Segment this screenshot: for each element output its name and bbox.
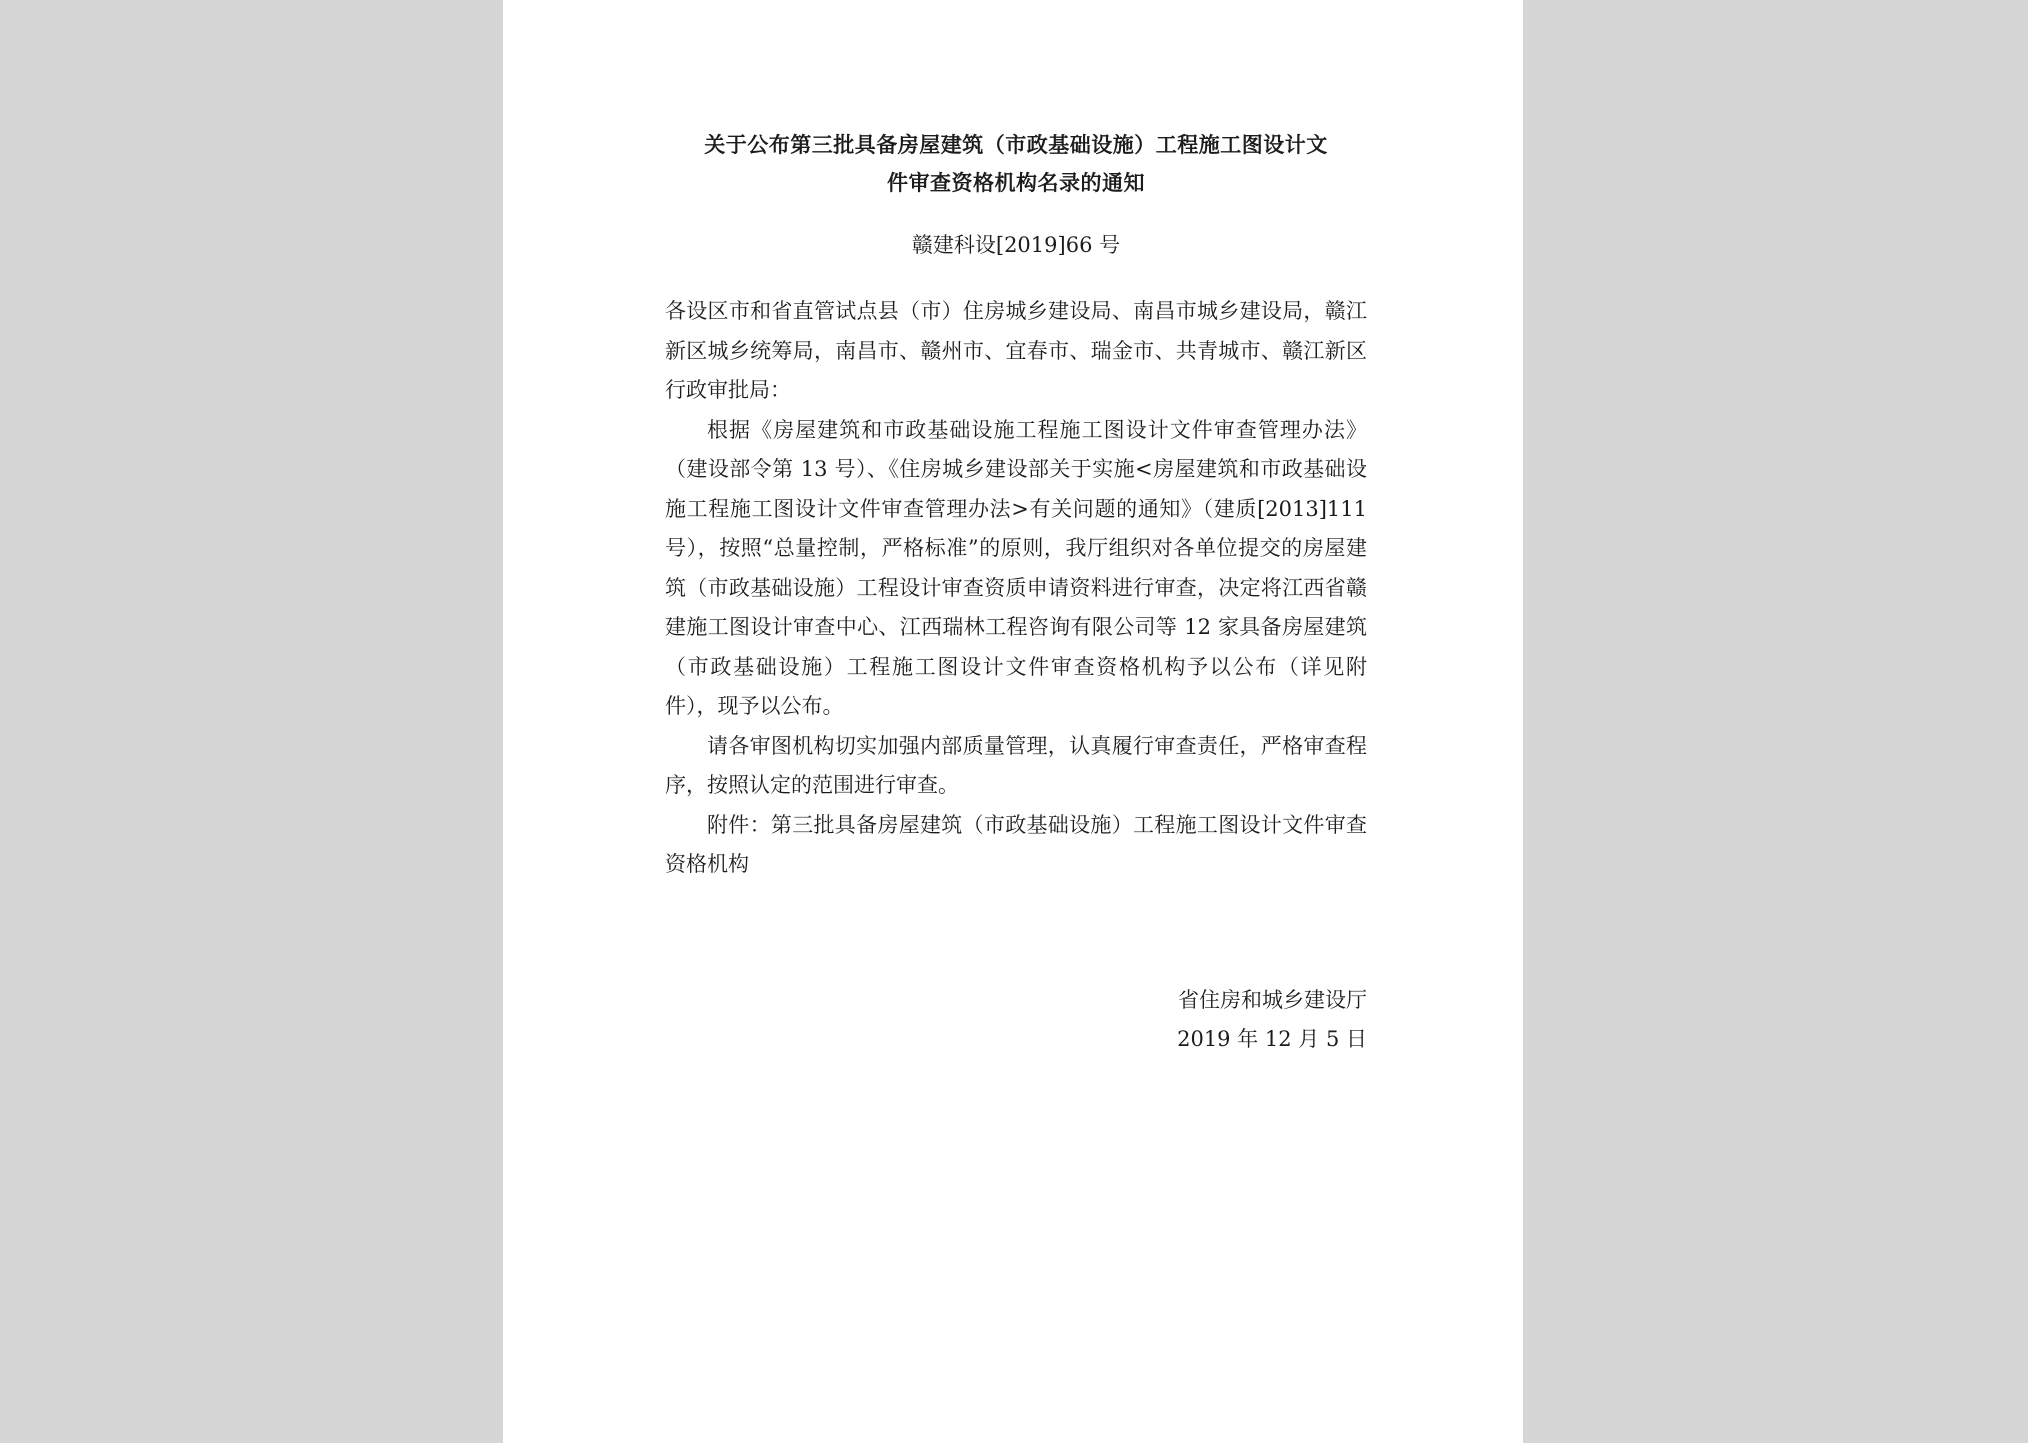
recipient-line: 各设区市和省直管试点县（市）住房城乡建设局、南昌市城乡建设局，赣江新区城乡统筹局，南昌市、赣州市、宜春市、瑞金市、共青城市、赣江新区行政审批局： [665,299,1367,402]
signature-block [665,981,1367,1060]
body-paragraph-basis: 根据《房屋建筑和市政基础设施工程施工图设计文件审查管理办法》（建设部令第 13 号）、《住房城乡建设部关于实施<房屋建筑和市政基础设施工程施工图设计文件审查管理办法>有关问题的通知》（建质[2013]111 号），按照“总量控制，严格标准”的原则，我厅组织对各单位提交的房屋建筑（市政基础设施）工程设计审查资质申请资料进行审查，决定将江西省赣建施工图设计审查中心、江西瑞林工程咨询有限公司等 12 家具备房屋建筑（市政基础设施）工程施工图设计文件审查资格机构予以公布（详见附件），现予以公布。 [665,417,1367,718]
body-paragraph-requirement: 请各审图机构切实加强内部质量管理，认真履行审查责任，严格审查程序，按照认定的范围进行审查。 [665,733,1367,797]
document-number: 赣建科设[2019]66 号 [911,233,1121,257]
body-paragraph-attachment: 附件：第三批具备房屋建筑（市政基础设施）工程施工图设计文件审查资格机构 [665,812,1367,876]
signature-date: 2019 年 12 月 5 日 [1177,1027,1367,1051]
signature-organization: 省住房和城乡建设厅 [1178,987,1367,1012]
document-title-line-1: 关于公布第三批具备房屋建筑（市政基础设施）工程施工图设计文 [704,132,1328,157]
document-page [503,0,1523,1443]
document-body [665,126,1367,1060]
document-title-line-2: 件审查资格机构名录的通知 [887,170,1145,195]
document-title [665,126,1367,202]
